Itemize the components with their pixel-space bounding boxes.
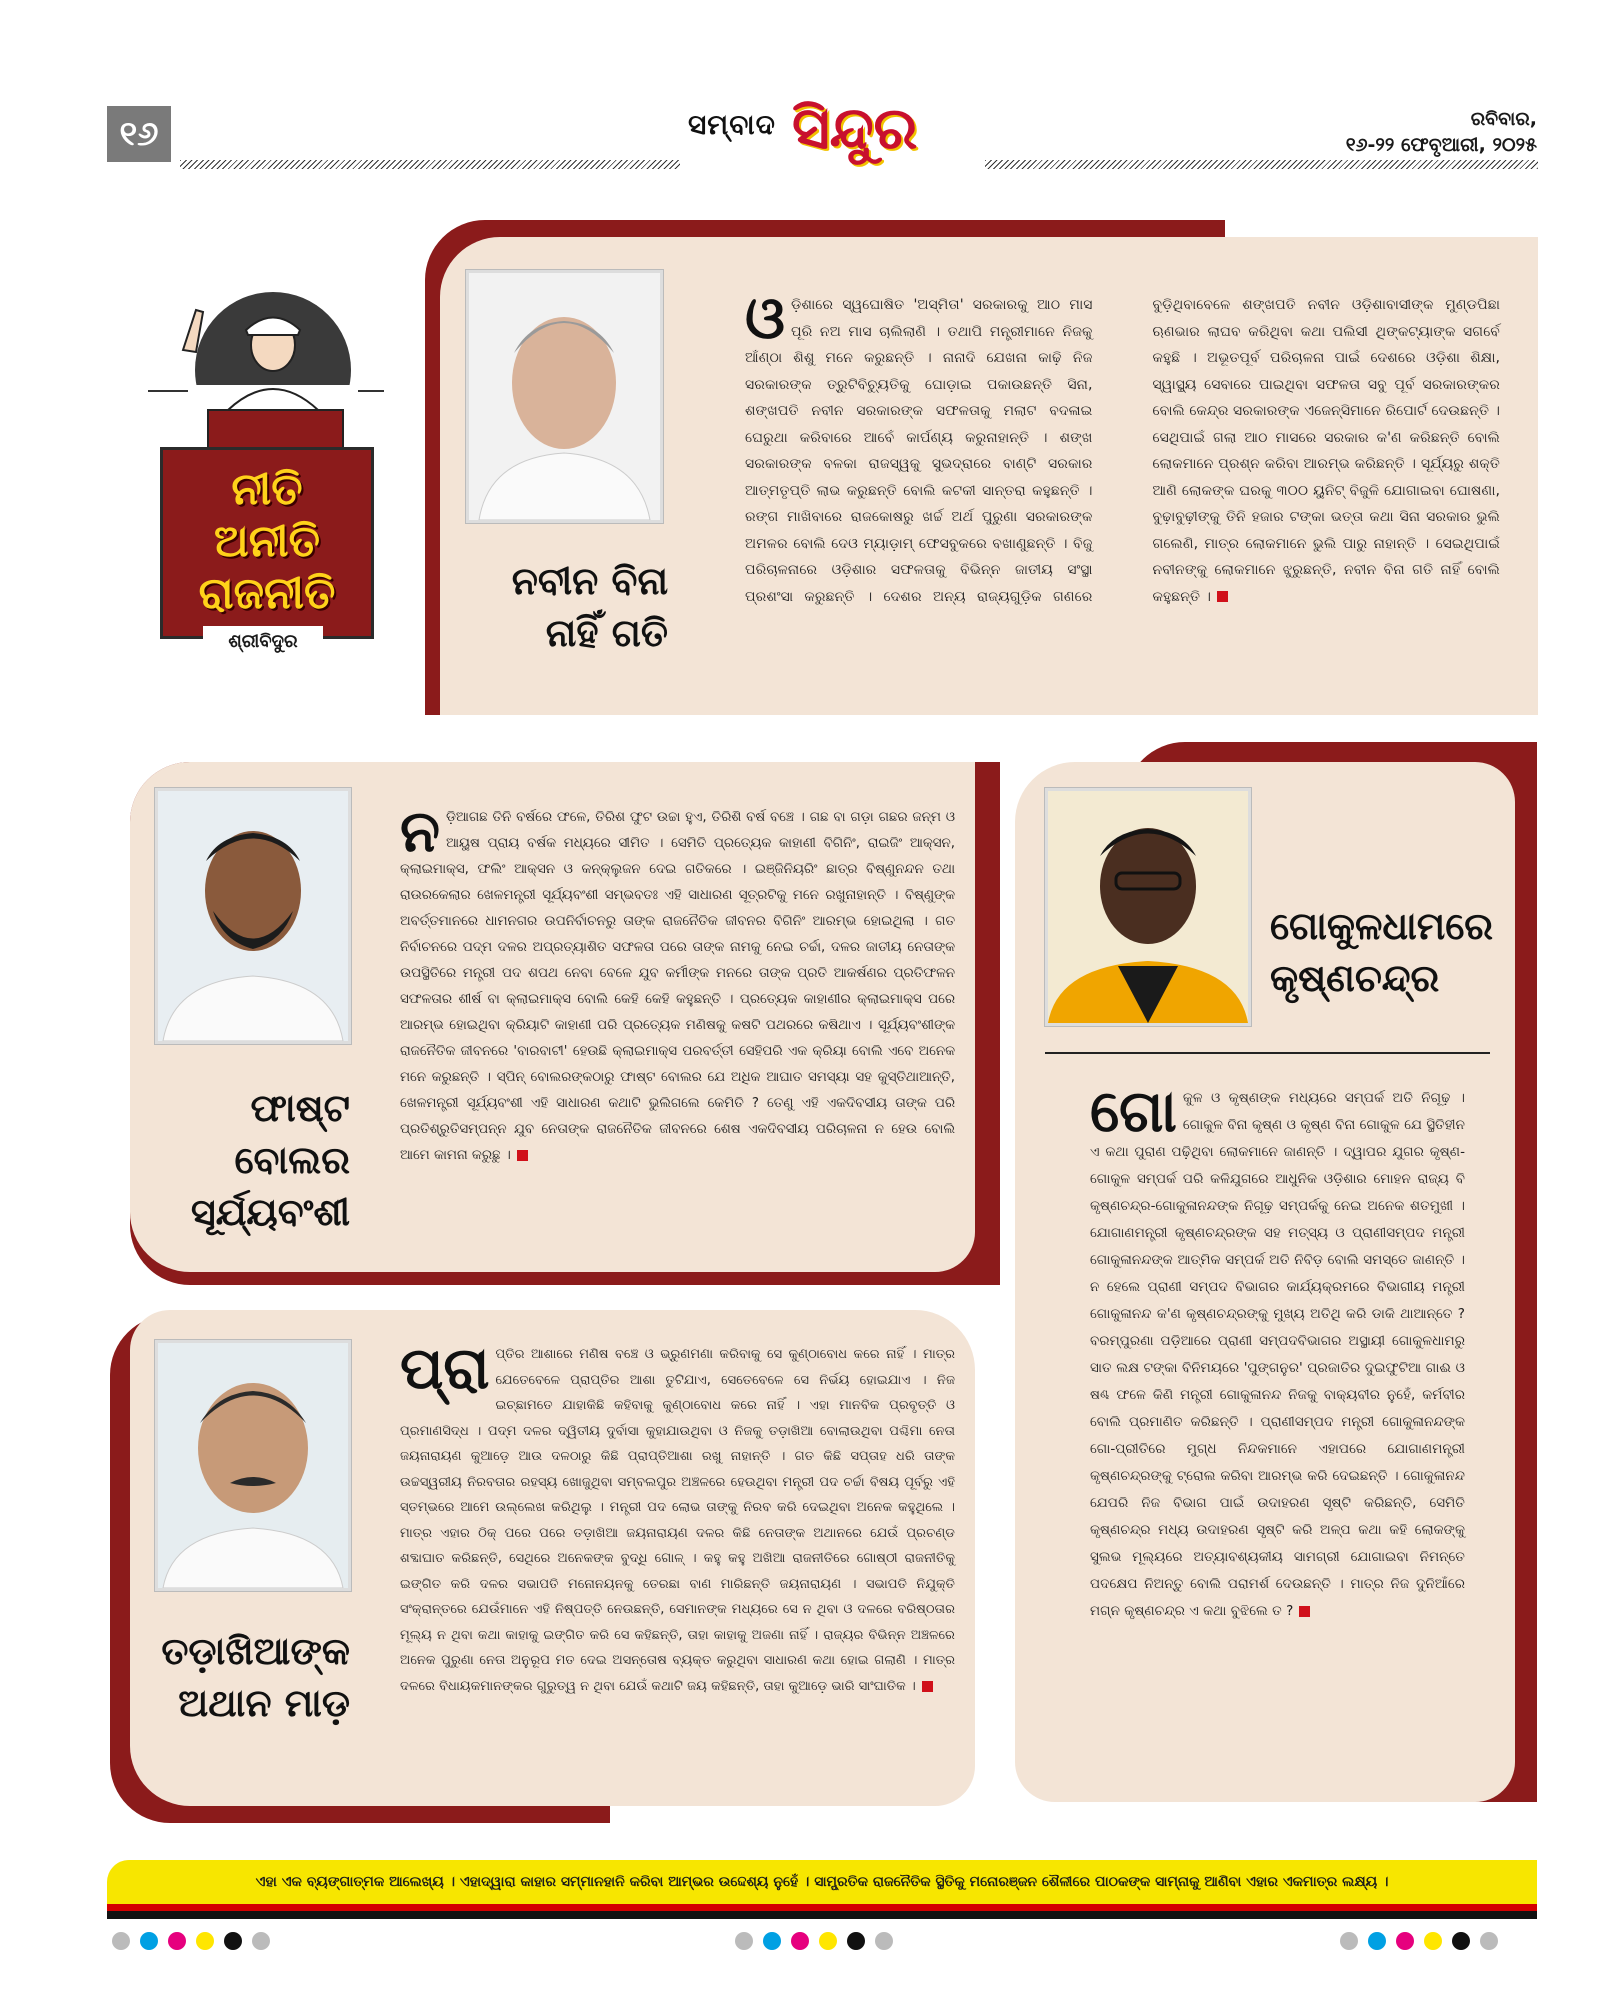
dropcap: ଓ [745, 284, 785, 352]
article-suryabanshi-heading [145, 1082, 350, 1238]
registration-mark [1340, 1932, 1358, 1950]
article-krushnachandra-heading [1270, 900, 1505, 1004]
column-logo-line-3: ରାଜନୀତି [198, 568, 336, 619]
disclaimer-bar: ଏହା ଏକ ବ୍ୟଙ୍ଗାତ୍ମକ ଆଲେଖ୍ୟ । ଏହାଦ୍ୱାରା କାହାର ସମ୍ମାନହାନି କରିବା ଆମ୍ଭର ଉଦ୍ଦେଶ୍ୟ ନୁହେଁ । ସାମ୍ପ୍ରତିକ ରାଜନୈତିକ ସ୍ଥିତିକୁ ମନୋରଞ୍ଜନ ଶୈଳୀରେ ପାଠକଙ୍କ ସାମ୍ନାକୁ ଆଣିବା ଏହାର ଏକମାତ୍ର ଲକ୍ଷ୍ୟ । [107, 1860, 1537, 1904]
registration-mark [735, 1932, 753, 1950]
heading-line: କୃଷ୍ଣଚନ୍ଦ୍ର [1270, 956, 1440, 1000]
column-logo-line-2: ଅନୀତି [214, 516, 320, 567]
end-mark [517, 1150, 528, 1161]
dropcap: ଗୋ [1090, 1077, 1177, 1145]
registration-mark [1368, 1932, 1386, 1950]
publication-logo: ସମ୍ବାଦ [688, 108, 776, 141]
article-tadakhian-body [400, 1334, 955, 1782]
portrait-icon [469, 273, 660, 520]
dropcap: ପ୍ରା [400, 1334, 490, 1402]
article-text: ଡ଼ିଆଗଛ ତିନି ବର୍ଷରେ ଫଳେ, ତିରିଶ ଫୁଟ ଉଚ୍ଚା ହୁଏ, ତିରିଶି ବର୍ଷ ବଞ୍ଚେ । ଗଛ ବା ଗଡ଼ା ଗଛର ଜନ୍ମ ଓ ଆୟୁଷ ପ୍ରାୟ ବର୍ଷକ ମଧ୍ୟରେ ସୀମିତ । ସେମିତି ପ୍ରତ୍ୟେକ କାହାଣୀ ବିଗିନିଂ, ରାଇଜିଂ ଆକ୍ସନ, କ୍ଲାଇମାକ୍ସ, ଫଲିଂ ଆକ୍ସନ ଓ କନ୍‌କ୍ଲୁଜନ ଦେଇ ଗତିକରେ । ଇଞ୍ଜିନିୟରିଂ ଛାତ୍ର ବିଷ୍ଣୁନନ୍ଦନ ତଥା ରାଉରକେଲାର ଖେଳମନ୍ତ୍ରୀ ସୂର୍ଯ୍ୟବଂଶୀ ସମ୍ଭବତଃ ଏହି ସାଧାରଣ ସୂତ୍ରଟିକୁ ମନେ ରଖୁନାହାନ୍ତି । ବିଷ୍ଣୁଙ୍କ ଅବର୍ତ୍ତମାନରେ ଧାମନଗର ଉପନିର୍ବାଚନରୁ ତାଙ୍କ ରାଜନୈତିକ ଜୀବନର ବିଗିନିଂ ଆରମ୍ଭ ହୋଇଥିଲା । ଗତ ନିର୍ବାଚନରେ ପଦ୍ମ ଦଳର ଅପ୍ରତ୍ୟାଶିତ ସଫଳତା ପରେ ତାଙ୍କ ନାମକୁ ନେଇ ଚର୍ଚ୍ଚା, ଦଳର ଜାତୀୟ ନେତାଙ୍କ ଉପସ୍ଥିତିରେ ମନ୍ତ୍ରୀ ପଦ ଶପଥ ନେବା ବେଳେ ଯୁବ କର୍ମୀଙ୍କ ମନରେ ତାଙ୍କ ପ୍ରତି ଆକର୍ଷଣର ପ୍ରତିଫଳନ ସଫଳତାର ଶୀର୍ଷ ବା କ୍ଲାଇମାକ୍ସ ବୋଲି କେହି କେହି କହୁଛନ୍ତି । ପ୍ରତ୍ୟେକ କାହାଣୀର କ୍ଲାଇମାକ୍ସ ପରେ ଆରମ୍ଭ ହୋଇଥିବା କ୍ରିୟାଟି କାହାଣୀ ପରି ପ୍ରତ୍ୟେକ ମଣିଷକୁ କଷଟି ପଥରରେ କଷିଥାଏ । ସୂର୍ଯ୍ୟବଂଶୀଙ୍କ ରାଜନୈତିକ ଜୀବନରେ 'ବାରବାଟୀ' ହେଉଛି କ୍ଲାଇମାକ୍ସ ପରବର୍ତ୍ତୀ ସେହିପରି ଏକ କ୍ରିୟା ବୋଲି ଏବେ ଅନେକ ମନେ କରୁଛନ୍ତି । ସ୍ପିନ୍ ବୋଲରଙ୍କଠାରୁ ଫାଷ୍ଟ ବୋଲର ଯେ ଅଧିକ ଆଘାତ ସମସ୍ୟା ସହ କୁସ୍ତିଥାଆନ୍ତି, ଖେଳମନ୍ତ୍ରୀ ସୂର୍ଯ୍ୟବଂଶୀ ଏହି ସାଧାରଣ କଥାଟି ଭୁଲିଗଲେ କେମିତି ? ତେଣୁ ଏହି ଏକଦିବସୀୟ ତାଙ୍କ ପରି ପ୍ରତିଶ୍ରୁତିସମ୍ପନ୍ନ ଯୁବ ନେତାଙ୍କ ରାଜନୈତିକ ଜୀବନରେ ଶେଷ ଏକଦିବସୀୟ ପରିଚାଳନା ନ ହେଉ ବୋଲି ଆମେ କାମନା କରୁଛୁ । [400, 810, 955, 1163]
heading-line: ସୂର୍ଯ୍ୟବଂଶୀ [190, 1190, 350, 1234]
photo-krushnachandra [1045, 788, 1251, 1026]
header-rule-left [180, 160, 680, 169]
end-mark [1217, 591, 1228, 602]
end-mark [1299, 1606, 1310, 1617]
column-logo [160, 447, 374, 639]
portrait-icon [158, 1343, 348, 1588]
article-krushnachandra-body [1090, 1077, 1465, 1775]
registration-mark [252, 1932, 270, 1950]
end-mark [922, 1681, 933, 1692]
footer-rule-red [107, 1904, 1537, 1911]
heading-line: ଗୋକୁଳଧାମରେ [1270, 904, 1494, 948]
column-logo-line-1: ନୀତି [231, 464, 303, 515]
article-naveen-body [745, 284, 1500, 670]
registration-mark [1480, 1932, 1498, 1950]
issue-day: ରବିବାର, [1470, 108, 1537, 130]
heading-line: ଅଥାନ ମାଡ଼ [178, 1681, 350, 1725]
supplement-logo: ସିନ୍ଦୁର [792, 94, 918, 162]
registration-mark [847, 1932, 865, 1950]
registration-mark [1424, 1932, 1442, 1950]
divider [1045, 1052, 1490, 1054]
header-rule-right [985, 160, 1538, 169]
article-text: କୁଳ ଓ କୃଷ୍ଣଙ୍କ ମଧ୍ୟରେ ସମ୍ପର୍କ ଅତି ନିଗୂଢ଼ । ଗୋକୁଳ ବିନା କୃଷ୍ଣ ଓ କୃଷ୍ଣ ବିନା ଗୋକୁଳ ଯେ ସ୍ଥିତିହୀନ ଏ କଥା ପୁରାଣ ପଢ଼ିଥିବା ଲୋକମାନେ ଜାଣନ୍ତି । ଦ୍ୱାପର ଯୁଗର କୃଷ୍ଣ-ଗୋକୁଳ ସମ୍ପର୍କ ପରି କଳିଯୁଗରେ ଆଧୁନିକ ଓଡ଼ିଶାର ମୋହନ ରାଜ୍ୟ ବି କୃଷ୍ଣଚନ୍ଦ୍ର-ଗୋକୁଳାନନ୍ଦଙ୍କ ନିଗୂଢ଼ ସମ୍ପର୍କକୁ ନେଇ ଅନେକ ଶତମୁଖୀ । ଯୋଗାଣମନ୍ତ୍ରୀ କୃଷ୍ଣଚନ୍ଦ୍ରଙ୍କ ସହ ମତ୍ସ୍ୟ ଓ ପ୍ରାଣୀସମ୍ପଦ ମନ୍ତ୍ରୀ ଗୋକୁଳାନନ୍ଦଙ୍କ ଆତ୍ମିକ ସମ୍ପର୍କ ଅତି ନିବିଡ଼ ବୋଲି ସମସ୍ତେ ଜାଣନ୍ତି । ନ ହେଲେ ପ୍ରାଣୀ ସମ୍ପଦ ବିଭାଗର କାର୍ଯ୍ୟକ୍ରମରେ ବିଭାଗୀୟ ମନ୍ତ୍ରୀ ଗୋକୁଳାନନ୍ଦ କ'ଣ କୃଷ୍ଣଚନ୍ଦ୍ରଙ୍କୁ ମୁଖ୍ୟ ଅତିଥି କରି ଡାକି ଥାଆନ୍ତେ ? ବରମ୍ପୁରଣା ପଡ଼ିଆରେ ପ୍ରାଣୀ ସମ୍ପଦବିଭାଗର ଅସ୍ଥାୟୀ ଗୋକୁଳଧାମରୁ ସାତ ଲକ୍ଷ ଟଙ୍କା ବିନିମୟରେ 'ପୁଙ୍ଗନୁର' ପ୍ରଜାତିର ଦୁଇଫୁଟିଆ ଗାଈ ଓ ଷଣ୍ଢ ଫଳେ କିଣି ମନ୍ତ୍ରୀ ଗୋକୁଳାନନ୍ଦ ନିଜକୁ ବାକ୍ୟବୀର ନୁହେଁ, କର୍ମବୀର ବୋଲି ପ୍ରମାଣିତ କରିଛନ୍ତି । ପ୍ରାଣୀସମ୍ପଦ ମନ୍ତ୍ରୀ ଗୋକୁଳାନନ୍ଦଙ୍କ ଗୋ-ପ୍ରୀତିରେ ମୁଗ୍ଧ ନିନ୍ଦକମାନେ ଏହାପରେ ଯୋଗାଣମନ୍ତ୍ରୀ କୃଷ୍ଣଚନ୍ଦ୍ରଙ୍କୁ ଟ୍ରୋଲ କରିବା ଆରମ୍ଭ କରି ଦେଇଛନ୍ତି । ଗୋକୁଳାନନ୍ଦ ଯେପରି ନିଜ ବିଭାଗ ପାଇଁ ଉଦାହରଣ ସୃଷ୍ଟି କରିଛନ୍ତି, ସେମିତି କୃଷ୍ଣଚନ୍ଦ୍ର ମଧ୍ୟ ଉଦାହରଣ ସୃଷ୍ଟି କରି ଅଳ୍ପ କଥା କହି ଲୋକଙ୍କୁ ସୁଲଭ ମୂଲ୍ୟରେ ଅତ୍ୟାବଶ୍ୟକୀୟ ସାମଗ୍ରୀ ଯୋଗାଇବା ନିମନ୍ତେ ପଦକ୍ଷେପ ନିଅନ୍ତୁ ବୋଲି ପରାମର୍ଶ ଦେଉଛନ୍ତି । ମାତ୍ର ନିଜ ଦୁନିଆଁରେ ମଗ୍ନ କୃଷ୍ଣଚନ୍ଦ୍ର ଏ କଥା ବୁଝିଲେ ତ ? [1090, 1090, 1465, 1619]
author-byline: ଶ୍ରୀବିଦୁର [203, 626, 323, 660]
heading-line: ନାହିଁ ଗତି [545, 611, 668, 655]
registration-mark [140, 1932, 158, 1950]
dropcap: ନ [400, 797, 440, 865]
registration-mark [763, 1932, 781, 1950]
article-naveen-heading [468, 555, 668, 659]
photo-tadakhian [155, 1340, 351, 1591]
registration-mark [168, 1932, 186, 1950]
registration-mark [791, 1932, 809, 1950]
politician-podium-icon [148, 290, 384, 465]
article-text: ଡ଼ିଶାରେ ସ୍ୱଘୋଷିତ 'ଅସ୍ମିତା' ସରକାରକୁ ଆଠ ମାସ ପୂରି ନଅ ମାସ ଚାଲିଲାଣି । ତଥାପି ମନ୍ତ୍ରୀମାନେ ନିଜକୁ ଆଁଣ୍ଠା ଶିଶୁ ମନେ କରୁଛନ୍ତି । ନାନାଦି ଯେଖନା କାଢ଼ି ନିଜ ସରକାରଙ୍କ ତ୍ରୁଟିବିଚ୍ୟୁତିକୁ ଘୋଡ଼ାଇ ପକାଉଛନ୍ତି ସିନା, ଶଙ୍ଖପତି ନବୀନ ସରକାରଙ୍କ ସଫଳତାକୁ ମଲାଟ ବଦଳାଇ ଘେରୁଥା କରିବାରେ ଆବେଁ କାର୍ପଣ୍ୟ କରୁନାହାନ୍ତି । ଶଙ୍ଖ ସରକାରଙ୍କ ବଳକା ରାଜସ୍ୱକୁ ସୁଭଦ୍ରାରେ ବାଣ୍ଟି ସରକାର ଆତ୍ମତୃପ୍ତି ଲାଭ କରୁଛନ୍ତି ବୋଲି କଟକୀ ସାନ୍ତରା କହୁଛନ୍ତି । ରଙ୍ଗ ମାଖିବାରେ ରାଜକୋଷରୁ ଖର୍ଚ୍ଚ ଅର୍ଥ ପୁରୁଣା ସରକାରଙ୍କ ଅମଳର ବୋଲି ଦେଓ ମ୍ୟାଡ଼ାମ୍ ଫେସବୁକରେ ବଖାଣୁଛନ୍ତି । ବିଜୁ ପରିଚାଳନାରେ ଓଡ଼ିଶାର ସଫଳତାକୁ ବିଭିନ୍ନ ଜାତୀୟ ସଂସ୍ଥା ପ୍ରଶଂସା କରୁଛନ୍ତି । ଦେଶର ଅନ୍ୟ ରାଜ୍ୟଗୁଡ଼ିକ ଗଣରେ ବୁଡ଼ିଥିବାବେଳେ ଶଙ୍ଖପତି ନବୀନ ଓଡ଼ିଶାବାସୀଙ୍କ ମୁଣ୍ଡପିଛା ଋଣଭାର ଲାଘବ କରିଥିବା କଥା ପଲିସୀ ଥିଙ୍କଟ୍ୟାଙ୍କ ସଗର୍ବେ କହୁଛି । ଅଭୂତପୂର୍ବ ପରିଚାଳନା ପାଇଁ ଦେଶରେ ଓଡ଼ିଶା ଶିକ୍ଷା, ସ୍ୱାସ୍ଥ୍ୟ ସେବାରେ ପାଇଥିବା ସଫଳତା ସବୁ ପୂର୍ବ ସରକାରଙ୍କର ବୋଲି କେନ୍ଦ୍ର ସରକାରଙ୍କ ଏଜେନ୍ସିମାନେ ରିପୋର୍ଟ ଦେଉଛନ୍ତି । ସେଥିପାଇଁ ଗଲା ଆଠ ମାସରେ ସରକାର କ'ଣ କରିଛନ୍ତି ବୋଲି ଲୋକମାନେ ପ୍ରଶ୍ନ କରିବା ଆରମ୍ଭ କରିଛନ୍ତି । ସୂର୍ଯ୍ୟରୁ ଶକ୍ତି ଆଣି ଲୋକଙ୍କ ଘରକୁ ୩୦୦ ୟୁନିଟ୍ ବିଜୁଳି ଯୋଗାଇବା ଘୋଷଣା, ବୁଢ଼ାବୁଢ଼ୀଙ୍କୁ ତିନି ହଜାର ଟଙ୍କା ଭତ୍ତା କଥା ସିନା ସରକାର ଭୁଲି ଗଲେଣି, ମାତ୍ର ଲୋକମାନେ ଭୁଲି ପାରୁ ନାହାନ୍ତି । ସେଇଥିପାଇଁ ନବୀନଙ୍କୁ ଲୋକମାନେ ଝୁରୁଛନ୍ତି, ନବୀନ ବିନା ଗତି ନାହିଁ ବୋଲି କହୁଛନ୍ତି । [745, 297, 1500, 605]
issue-date: ୧୬-୨୨ ଫେବୃଆରୀ, ୨୦୨୫ [1345, 134, 1537, 156]
column-logo-illustration [148, 290, 384, 465]
photo-naveen [466, 270, 663, 523]
article-tadakhian-heading [145, 1625, 350, 1729]
article-text: ପ୍ତିର ଆଶାରେ ମଣିଷ ବଞ୍ଚେ ଓ ଭ୍ରୁଣମଣା କରିବାକୁ ସେ କୁଣ୍ଠାବୋଧ କରେ ନାହିଁ । ମାତ୍ର ଯେତେବେଳେ ପ୍ରାପ୍ତିର ଆଶା ତୁଟିଯାଏ, ସେତେବେଳେ ସେ ନିର୍ଭୟ ହୋଇଯାଏ । ନିଜ ଇଚ୍ଛାମତେ ଯାହାକିଛି କହିବାକୁ କୁଣ୍ଠାବୋଧ କରେ ନାହିଁ । ଏହା ମାନବିକ ପ୍ରବୃତ୍ତି ଓ ପ୍ରମାଣସିଦ୍ଧ । ପଦ୍ମ ଦଳର ଦ୍ୱିତୀୟ ଦୁର୍ବାସା କୁହାଯାଉଥିବା ଓ ନିଜକୁ ତଡ଼ାଖିଆ ବୋଲାଉଥିବା ପଶ୍ଚିମା ନେତା ଜୟନାରାୟଣ କୁଆଡ଼େ ଆଉ ଦଳଠାରୁ କିଛି ପ୍ରାପ୍ତିଆଶା ରଖୁ ନାହାନ୍ତି । ଗତ କିଛି ସପ୍ତାହ ଧରି ତାଙ୍କ ଉଚ୍ଚସ୍ୱରୀୟ ନିରବତାର ରହସ୍ୟ ଖୋଜୁଥିବା ସମ୍ବଲପୁର ଅଞ୍ଚଳରେ ହେଉଥିବା ମନ୍ତ୍ରୀ ପଦ ଚର୍ଚ୍ଚା ବିଷୟ ପୂର୍ବରୁ ଏହି ସ୍ତମ୍ଭରେ ଆମେ ଉଲ୍ଲେଖ କରିଥିଲୁ । ମନ୍ତ୍ରୀ ପଦ ଲୋଭ ତାଙ୍କୁ ନିରବ କରି ଦେଇଥିବା ଅନେକ କହୁଥିଲେ । ମାତ୍ର ଏହାର ଠିକ୍ ପରେ ପରେ ତଡ଼ାଖିଆ ଜୟନାରାୟଣ ଦଳର କିଛି ନେତାଙ୍କ ଅଥାନରେ ଯେଉଁ ପ୍ରଚଣ୍ଡ ଶବ୍ଦାଘାତ କରିଛନ୍ତି, ସେଥିରେ ଅନେକଙ୍କ ବୁଦ୍ଧି ଗୋଳ୍ । କହୁ କହୁ ଅଖିଆ ରାଜନୀତିରେ ଗୋଷ୍ଠୀ ରାଜନୀତିକୁ ଇଙ୍ଗିତ କରି ଦଳର ସଭାପତି ମନୋନୟନକୁ ତେରଛା ବାଣ ମାରିଛନ୍ତି ଜୟନାରାୟଣ । ସଭାପତି ନିଯୁକ୍ତି ସଂକ୍ରାନ୍ତରେ ଯେଉଁମାନେ ଏହି ନିଷ୍ପତ୍ତି ନେଉଛନ୍ତି, ସେମାନଙ୍କ ମଧ୍ୟରେ ସେ ନ ଥିବା ଓ ଦଳରେ ବରିଷ୍ଠତାର ମୂଲ୍ୟ ନ ଥିବା କଥା କାହାକୁ ଇଙ୍ଗିତ କରି ସେ କହିଛନ୍ତି, ତାହା କାହାକୁ ଅଜଣା ନାହିଁ । ରାଜ୍ୟର ବିଭିନ୍ନ ଅଞ୍ଚଳରେ ଅନେକ ପୁରୁଣା ନେତା ଅନୁରୂପ ମତ ଦେଇ ଅସନ୍ତୋଷ ବ୍ୟକ୍ତ କରୁଥିବା ସାଧାରଣ କଥା ହୋଇ ଗଲାଣି । ମାତ୍ର ଦଳରେ ବିଧାୟକମାନଙ୍କର ଗୁରୁତ୍ୱ ନ ଥିବା ଯେଉଁ କଥାଟି ଜୟ କହିଛନ୍ତି, ତାହା କୁଆଡ଼େ ଭାରି ସାଂଘାତିକ । [400, 1347, 955, 1694]
article-suryabanshi-body [400, 797, 955, 1245]
registration-mark [819, 1932, 837, 1950]
registration-mark [112, 1932, 130, 1950]
page-number: ୧୬ [107, 106, 171, 162]
portrait-icon [1048, 791, 1248, 1023]
registration-mark [224, 1932, 242, 1950]
heading-line: ତଡ଼ାଖିଆଙ୍କ [161, 1629, 350, 1673]
registration-mark [875, 1932, 893, 1950]
footer-rule-black [107, 1911, 1537, 1919]
heading-line: ଫାଷ୍ଟ ବୋଲର [234, 1086, 350, 1182]
portrait-icon [158, 791, 348, 1041]
heading-line: ନବୀନ ବିନା [511, 559, 668, 603]
photo-suryabanshi [155, 788, 351, 1044]
registration-mark [1396, 1932, 1414, 1950]
registration-mark [196, 1932, 214, 1950]
registration-mark [1452, 1932, 1470, 1950]
